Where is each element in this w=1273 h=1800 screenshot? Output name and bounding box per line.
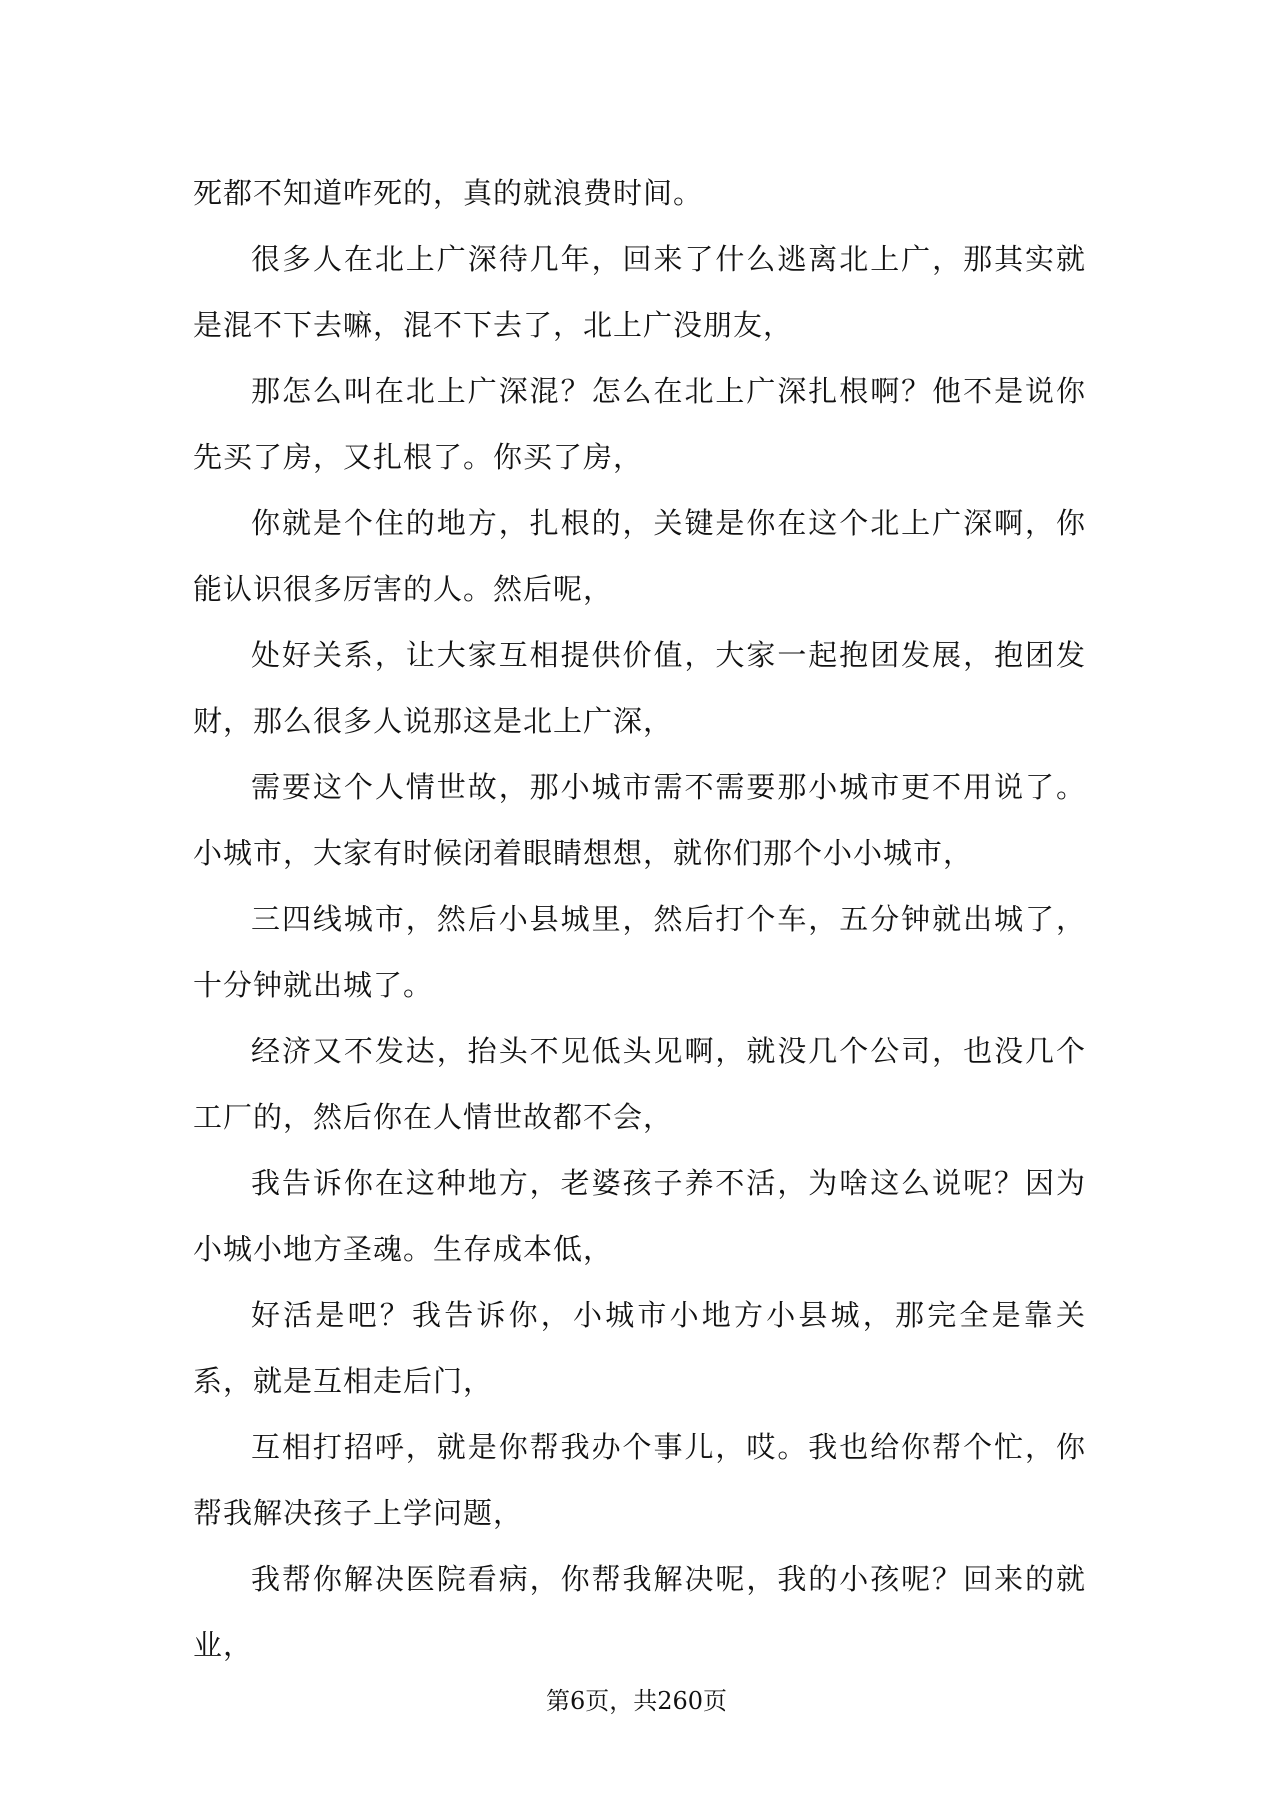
paragraph: 经济又不发达，抬头不见低头见啊，就没几个公司，也没几个工厂的，然后你在人情世故都不会，	[193, 1034, 1086, 1134]
paragraph: 互相打招呼，就是你帮我办个事儿，哎。我也给你帮个忙，你帮我解决孩子上学问题，	[193, 1430, 1086, 1530]
paragraph: 很多人在北上广深待几年，回来了什么逃离北上广，那其实就是混不下去嘛，混不下去了，北上广没朋友，	[193, 242, 1086, 342]
paragraph: 好活是吧？我告诉你，小城市小地方小县城，那完全是靠关系，就是互相走后门，	[193, 1298, 1086, 1398]
page-body	[193, 160, 1086, 1678]
paragraph: 需要这个人情世故，那小城市需不需要那小城市更不用说了。小城市，大家有时候闭着眼睛想想，就你们那个小小城市，	[193, 770, 1086, 870]
paragraph: 死都不知道咋死的，真的就浪费时间。	[193, 176, 704, 210]
paragraph: 我告诉你在这种地方，老婆孩子养不活，为啥这么说呢？因为小城小地方圣魂。生存成本低，	[193, 1166, 1086, 1266]
paragraph: 处好关系，让大家互相提供价值，大家一起抱团发展，抱团发财，那么很多人说那这是北上广深，	[193, 638, 1086, 738]
paragraph: 那怎么叫在北上广深混？怎么在北上广深扎根啊？他不是说你先买了房，又扎根了。你买了房，	[193, 374, 1086, 474]
paragraph: 三四线城市，然后小县城里，然后打个车，五分钟就出城了，十分钟就出城了。	[193, 902, 1086, 1002]
paragraph: 你就是个住的地方，扎根的，关键是你在这个北上广深啊，你能认识很多厉害的人。然后呢，	[193, 506, 1086, 606]
page-number-footer: 第6页，共260页	[545, 1687, 728, 1715]
paragraph: 我帮你解决医院看病，你帮我解决呢，我的小孩呢？回来的就业，	[193, 1562, 1086, 1662]
